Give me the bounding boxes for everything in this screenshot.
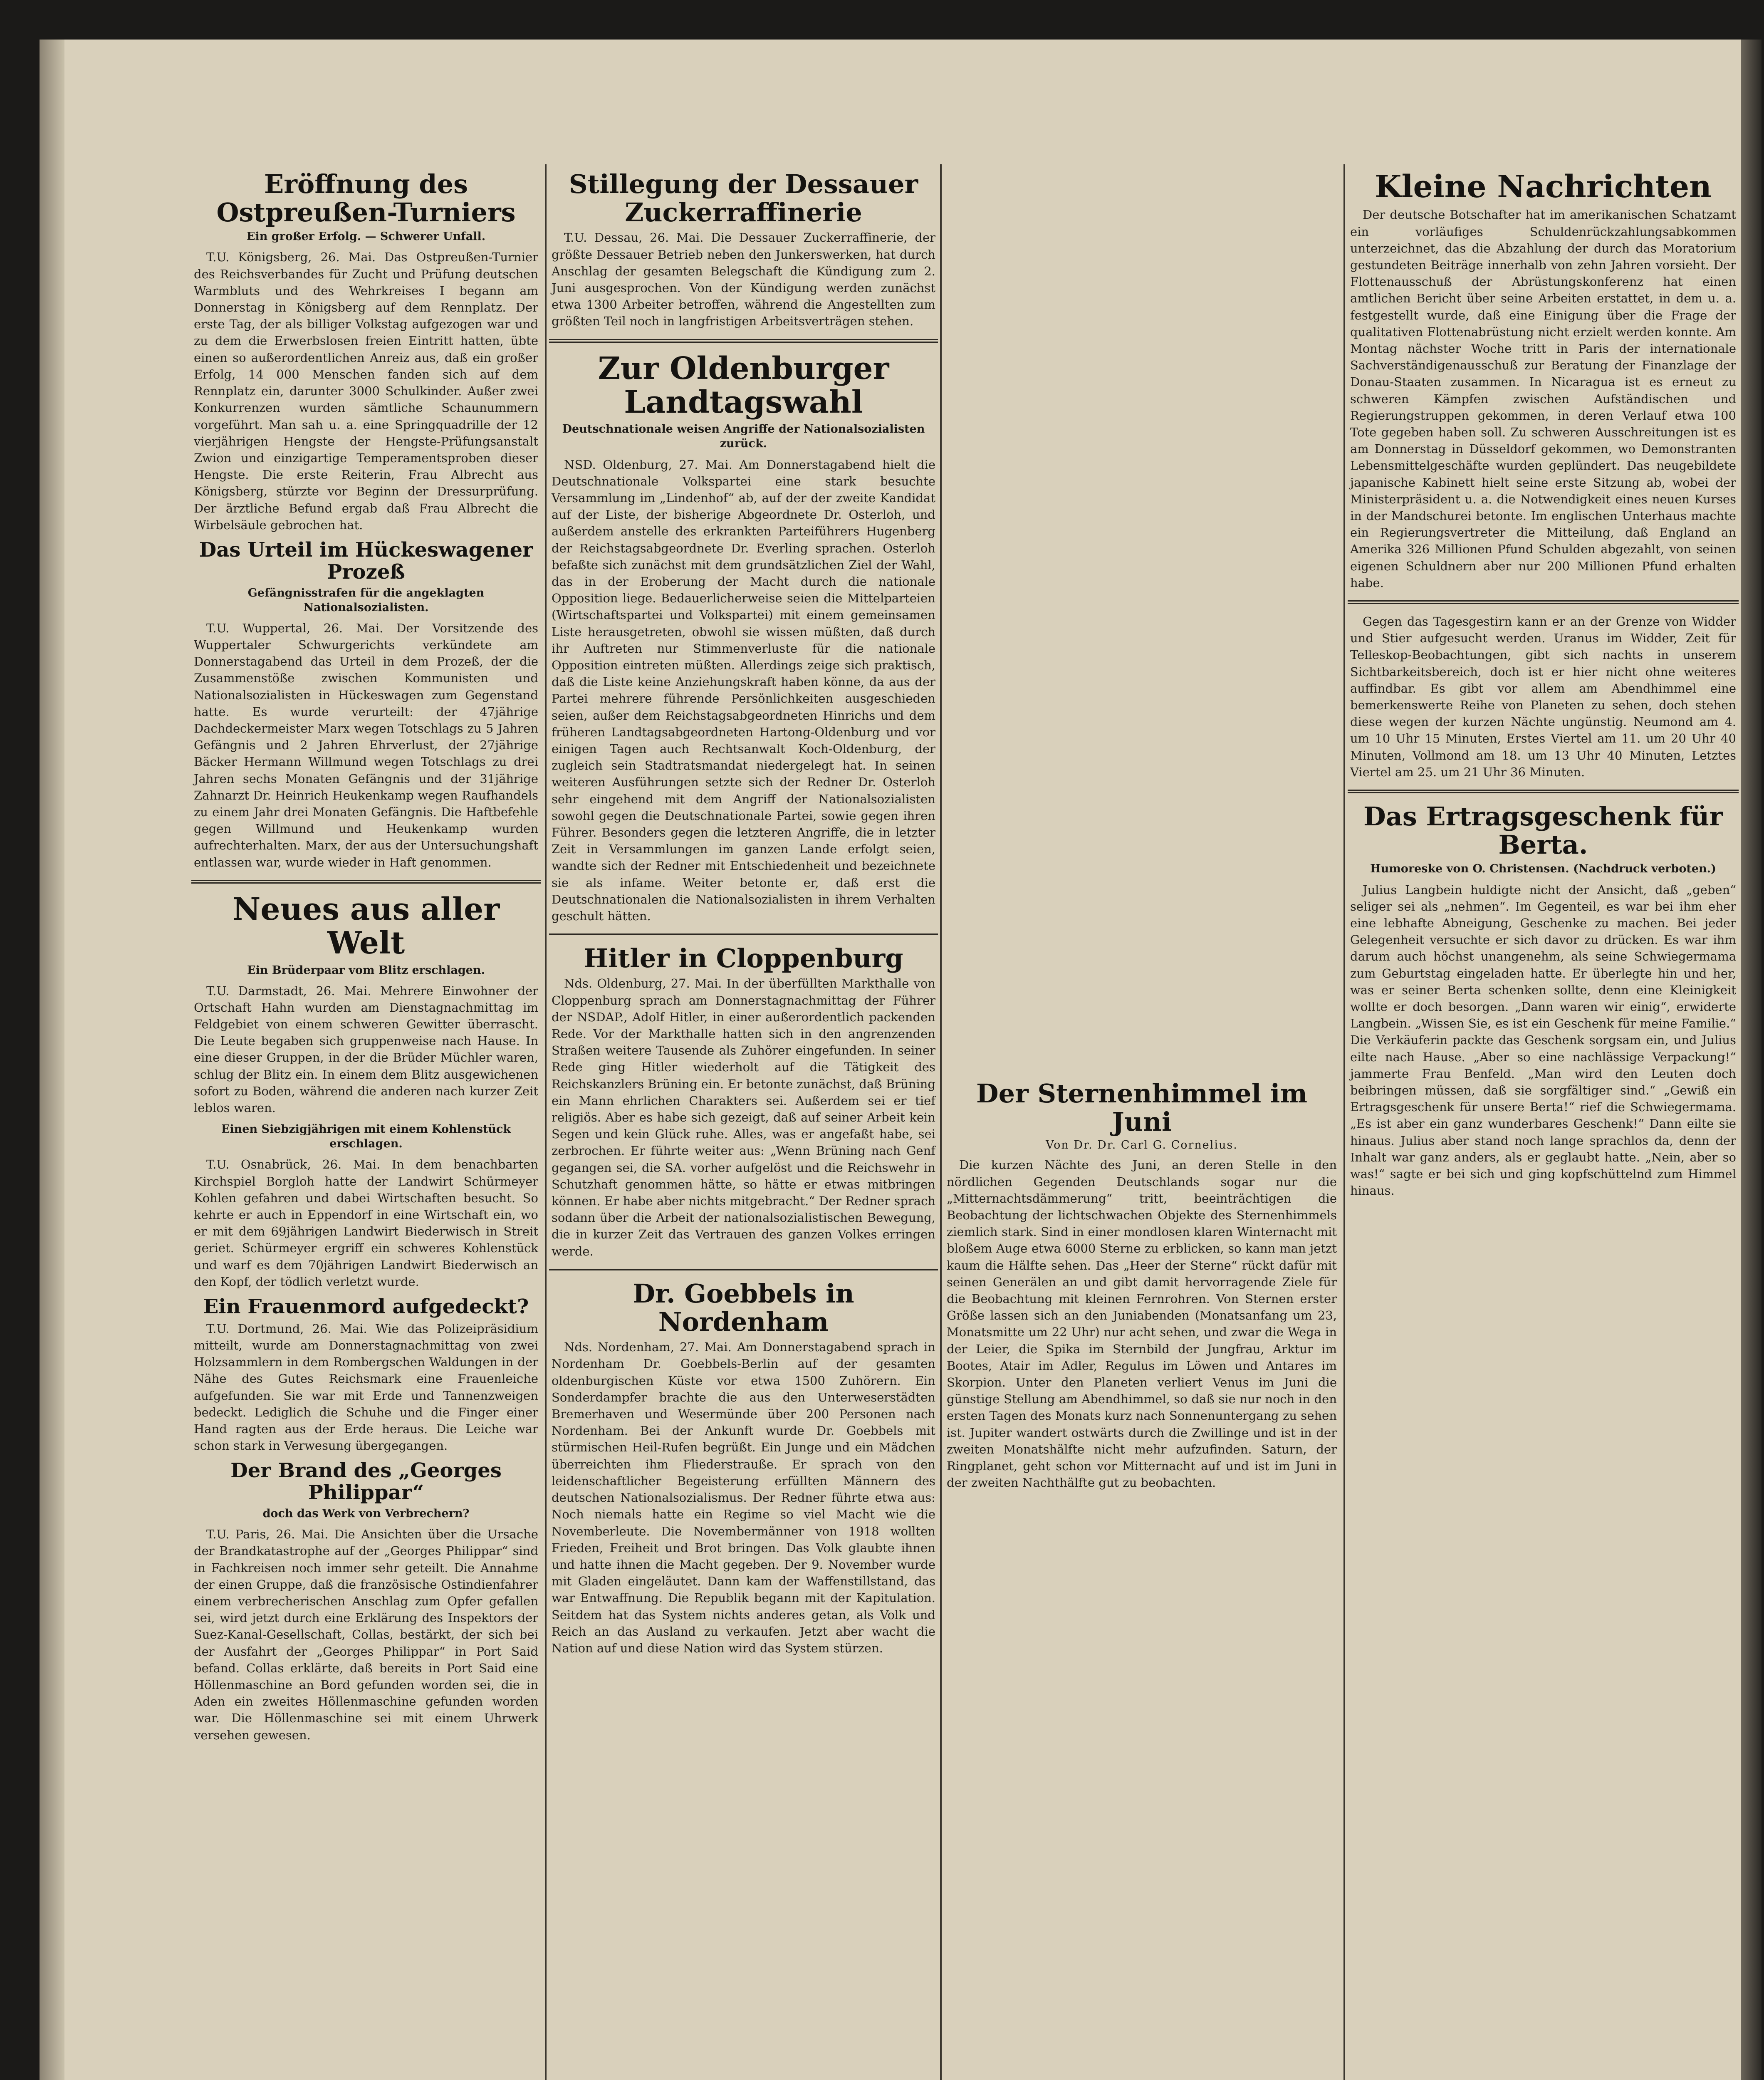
- article-goebbels: [549, 1280, 938, 1657]
- article-body: T.U. Dessau, 26. Mai. Die Dessauer Zuckerraffinerie, der größte Dessauer Betrieb neben den Junkerswerken, hat durch Anschlag der gesamten Belegschaft die Kündigung zum 2. Juni ausgesprochen. Von der Kündigung werden zunächst etwa 1300 Arbeiter betroffen, während die Angestellten zum größten Teil noch in langfristigen Arbeitsverträgen stehen.: [552, 230, 935, 329]
- article-kleine: [1348, 170, 1739, 591]
- subheadline: Einen Siebzigjährigen mit einem Kohlenstück erschlagen.: [221, 1123, 511, 1151]
- headline: Eröffnung des Ostpreußen-Turniers: [216, 169, 516, 228]
- headline: Der Brand des „Georges Philippar“: [230, 1459, 502, 1505]
- column-rule: [545, 164, 547, 2080]
- headline: Zur Oldenburger Landtagswahl: [598, 350, 889, 420]
- section-divider: [1348, 790, 1739, 793]
- page-edge-shadow: [1741, 40, 1762, 2080]
- headline: Hitler in Cloppenburg: [584, 943, 903, 974]
- column-rule: [940, 164, 942, 2080]
- subheadline: Ein großer Erfolg. — Schwerer Unfall.: [246, 230, 486, 243]
- article-frauenmord: [191, 1296, 541, 1454]
- subheadline: Gefängnisstrafen für die angeklagten Nationalsozialisten.: [247, 586, 485, 614]
- article-body: Der deutsche Botschafter hat im amerikanischen Schatzamt ein vorläufiges Schuldenrückzahlungsabkommen unterzeichnet, das die Abzahlung der durch das Moratorium gestundeten Beiträge innerhalb von zehn Jahren vorsieht. Der Flottenausschuß der Abrüstungskonferenz hat einen amtlichen Bericht über seine Arbeiten erstattet, in dem u. a. festgestellt wurde, daß eine Einigung über die Frage der qualitativen Flottenabrüstung nicht erzielt werden konnte. Am Montag nächster Woche tritt in Paris der internationale Sachverständigenausschuß zur Beratung der Finanzlage der Donau-Staaten zusammen. In Nicaragua ist es erneut zu schweren Kämpfen zwischen Aufständischen und Regierungstruppen gekommen, in deren Verlauf etwa 100 Tote gegeben haben soll. Zu schweren Ausschreitungen ist es am Donnerstag in Düsseldorf gekommen, wo Demonstranten Lebensmittelgeschäfte wurden geplündert. Das neugebildete japanische Kabinett hielt seine erste Sitzung ab, wobei der Ministerpräsident u. a. die Notwendigkeit eines neuen Kurses in der Mandschurei betonte. Im englischen Unterhaus machte ein Regierungsvertreter die Mitteilung, daß England an Amerika 326 Millionen Pfund Schulden abgezahlt, von seinen eigenen Schuldnern aber nur 200 Millionen Pfund erhalten habe.: [1350, 208, 1736, 590]
- column-2: [549, 164, 938, 2080]
- article-body: T.U. Darmstadt, 26. Mai. Mehrere Einwohner der Ortschaft Hahn wurden am Dienstagnachmittag im Feldgebiet von einem schweren Gewitter überrascht. Die Leute begaben sich gruppenweise nach Hause. In eine dieser Gruppen, in der die Brüder Müchler waren, schlug der Blitz ein. In einem dem Blitz ausgewichenen sofort zu Boden, während die anderen nach kurzer Zeit leblos waren.: [194, 983, 538, 1115]
- section-divider: [1348, 600, 1739, 604]
- article-siebzig: [191, 1122, 541, 1290]
- article-body: T.U. Dortmund, 26. Mai. Wie das Polizeipräsidium mitteilt, wurde am Donnerstagnachmittag von zwei Holzsammlern in dem Rombergschen Waldungen in der Nähe des Gutes Reichsmark eine Frauenleiche aufgefunden. Sie war mit Erde und Tannenzweigen bedeckt. Lediglich die Schuhe und die Finger einer Hand ragten aus der Erde heraus. Die Leiche war schon stark in Verwesung übergegangen.: [194, 1321, 538, 1453]
- article-eroeffnung: [191, 170, 541, 533]
- article-body: T.U. Paris, 26. Mai. Die Ansichten über die Ursache der Brandkatastrophe auf der „Georges Philippar“ sind in Fachkreisen noch immer sehr geteilt. Die Annahme der einen Gruppe, daß die französische Ostindienfahrer einem verbrecherischen Anschlag zum Opfer gefallen sei, wird jetzt durch eine Erklärung des Inspektors der Suez-Kanal-Gesellschaft, Collas, bestärkt, der sich bei der Ausfahrt der „Georges Philippar“ in Port Said befand. Collas erklärte, daß bereits in Port Said eine Höllenmaschine an Bord gefunden worden sei, die in Aden ein zweites Höllenmaschine gefunden worden war. Die Höllenmaschine sei mit einem Uhrwerk versehen gewesen.: [194, 1527, 538, 1742]
- article-brand: [191, 1460, 541, 1743]
- subheadline: Humoreske von O. Christensen. (Nachdruck verboten.): [1370, 862, 1716, 876]
- article-body: T.U. Osnabrück, 26. Mai. In dem benachbarten Kirchspiel Borgloh hatte der Landwirt Schürmeyer Kohlen gefahren und dabei Wirtschaften besucht. So kehrte er auch in Eppendorf in eine Wirtschaft ein, wo er mit dem 69jährigen Landwirt Biederwisch in Streit geriet. Schürmeyer ergriff ein schweres Kohlenstück und warf es dem 70jährigen Landwirt Biederwisch an den Kopf, der tödlich verletzt wurde.: [194, 1157, 538, 1289]
- article-body: Die kurzen Nächte des Juni, an deren Stelle in den nördlichen Gegenden Deutschlands sogar nur die „Mitternachtsdämmerung“ tritt, beeinträchtigen die Beobachtung der lichtschwachen Objekte des Sternenhimmels ziemlich stark. Sind in einer mondlosen klaren Winternacht mit bloßem Auge etwa 6000 Sterne zu erblicken, so kann man jetzt kaum die Hälfte sehen. Das „Heer der Sterne“ rückt dafür mit seinen Generälen an und gibt damit hervorragende Ziele für die Beobachtung mit kleinen Fernrohren. Von Sternen erster Größe lassen sich an den Juniabenden (Monatsanfang um 23, Monatsmitte um 22 Uhr) nur acht sehen, und zwar die Wega in der Leier, die Spika im Sternbild der Jungfrau, Arktur im Bootes, Atair im Adler, Regulus im Löwen und Antares im Skorpion. Unter den Planeten verliert Venus im Juni die günstige Stellung am Abendhimmel, so daß sie nur noch in den ersten Tagen des Monats kurz nach Sonnenuntergang zu sehen ist. Jupiter wandert ostwärts durch die Zwillinge und ist in der zweiten Monatshälfte nicht mehr aufzufinden. Saturn, der Ringplanet, geht schon vor Mitternacht auf und ist im Juni in der zweiten Nachthälfte gut zu beobachten.: [947, 1158, 1337, 1490]
- article-oldenburger: [549, 352, 938, 925]
- column-3: [944, 164, 1339, 2080]
- headline: Stillegung der Dessauer Zuckerraffinerie: [569, 169, 918, 228]
- column-4: [1348, 164, 1739, 2080]
- article-sternenhimmel-continued: [1348, 613, 1739, 780]
- section-divider: [549, 339, 938, 343]
- headline: Dr. Goebbels in Nordenham: [633, 1278, 854, 1337]
- section-divider: [191, 880, 541, 884]
- article-cloppenburg: [549, 944, 938, 1260]
- headline: Das Ertragsgeschenk für Berta.: [1363, 801, 1723, 860]
- column-1: [191, 164, 541, 2080]
- article-body: Nds. Nordenham, 27. Mai. Am Donnerstagabend sprach in Nordenham Dr. Goebbels-Berlin auf der gesamten oldenburgischen Küste vor etwa 1500 Zuhörern. Ein Sonderdampfer brachte die aus den Unterweserstädten Bremerhaven und Wesermünde über 200 Personen nach Nordenham. Bei der Ankunft wurde Dr. Goebbels mit stürmischen Heil-Rufen begrüßt. Ein Junge und ein Mädchen überreichten ihm Fliederstrauße. Er sprach von den leidenschaftlicher Begeisterung erfüllten Männern des deutschen Nationalsozialismus. Der Redner führte etwa aus: Noch niemals hatte ein Regime so viel Macht wie die Novemberleute. Die Novembermänner von 1918 wollten Frieden, Freiheit und Brot bringen. Das Volk glaubte ihnen und hatte ihnen die Macht gegeben. Der 9. November wurde mit Gladen eingeläutet. Dann kam der Waffenstillstand, das war Entwaffnung. Die Republik begann mit der Kapitulation. Seitdem hat das System nichts anderes getan, als Volk und Reich an das Ausland zu verkaufen. Jetzt aber wacht die Nation auf und diese Nation wird das System stürzen.: [552, 1340, 935, 1655]
- article-body: Nds. Oldenburg, 27. Mai. In der überfüllten Markthalle von Cloppenburg sprach am Donnerstagnachmittag der Führer der NSDAP., Adolf Hitler, in einer außerordentlich packenden Rede. Vor der Markthalle hatten sich in den angrenzenden Straßen weitere Tausende als Zuhörer eingefunden. In seiner Rede ging Hitler wiederholt auf die Tätigkeit des Reichskanzlers Brüning ein. Er betonte zunächst, daß Brüning ein Mann ehrlichen Charakters sei. Außerdem sei er tief religiös. Aber es habe sich gezeigt, daß auf seiner Arbeit kein Segen und kein Glück ruhe. Alles, was er angefaßt habe, sei zerbrochen. Er führte weiter aus: „Wenn Brüning nach Genf gegangen sei, die SA. vorher aufgelöst und die Reichswehr in Schutzhaft genommen hätte, so hätte er etwas mitbringen können. Er habe aber nichts mitgebracht.“ Der Redner sprach sodann über die Arbeit der nationalsozialistischen Bewegung, die in kurzer Zeit das Vertrauen des ganzen Volkes erringen werde.: [552, 976, 935, 1258]
- byline: Von Dr. Dr. Carl G. Cornelius.: [1046, 1139, 1238, 1152]
- section-divider: [549, 1269, 938, 1270]
- headline: Neues aus aller Welt: [232, 891, 500, 961]
- headline: Ein Frauenmord aufgedeckt?: [203, 1295, 529, 1319]
- article-urteil: [191, 539, 541, 871]
- subheadline: doch das Werk von Verbrechern?: [262, 1507, 470, 1520]
- section-divider: [549, 934, 938, 935]
- headline: Kleine Nachrichten: [1375, 169, 1712, 205]
- article-body: T.U. Wuppertal, 26. Mai. Der Vorsitzende des Wuppertaler Schwurgerichts verkündete am Donnerstagabend das Urteil in dem Prozeß, der die Zusammenstöße zwischen Kommunisten und Nationalsozialisten in Hückeswagen zum Gegenstand hatte. Es wurde verurteilt: der 47jährige Dachdeckermeister Marx wegen Totschlags zu 5 Jahren Gefängnis und 2 Jahren Ehrverlust, der 27jährige Bäcker Hermann Willmund wegen Totschlags zu drei Jahren sechs Monaten Gefängnis und der 31jährige Zahnarzt Dr. Heinrich Heukenkamp wegen Raufhandels zu einem Jahr drei Monaten Gefängnis. Die Haftbefehle gegen Willmund und Heukenkamp wurden aufrechterhalten. Marx, der aus der Untersuchungshaft entlassen war, wurde wieder in Haft genommen.: [194, 621, 538, 869]
- article-sternenhimmel: [944, 1080, 1339, 1491]
- headline: Das Urteil im Hückeswagener Prozeß: [199, 538, 533, 584]
- article-neues: [191, 893, 541, 1117]
- page-spine-shadow: [40, 40, 64, 2080]
- article-stillegung: [549, 170, 938, 330]
- article-body: Julius Langbein huldigte nicht der Ansicht, daß „geben“ seliger sei als „nehmen“. Im Gegenteil, es war bei ihm eher eine lebhafte Abneigung, Geschenke zu machen. Bei jeder Gelegenheit versuchte er sich davor zu drücken. Es war ihm darum auch höchst unangenehm, als seine Schwiegermama zum Geburtstag eingeladen hatte. Er überlegte hin und her, was er seiner Berta schenken sollte, denn eine Kleinigkeit wollte er doch besorgen. „Dann waren wir einig“, erwiderte Langbein. „Wissen Sie, es ist ein Geschenk für meine Familie.“ Die Verkäuferin packte das Geschenk sorgsam ein, und Julius eilte nach Hause. „Aber so eine nachlässige Verpackung!“ jammerte Frau Benfeld. „Man wird den Leuten doch beibringen müssen, daß sie sorgfältiger sind.“ „Gewiß ein Ertragsgeschenk für unsere Berta!“ rief die Schwiegermama. „Es ist aber ein ganz wunderbares Geschenk!“ Dann eilte sie hinaus. Julius aber stand noch lange sprachlos da, denn der Inhalt war ganz anders, als er geglaubt hatte. „Nein, aber so was!“ sagte er bei sich und ging kopfschüttelnd zum Himmel hinaus.: [1350, 882, 1736, 1198]
- newspaper-page: [40, 40, 1762, 2080]
- subheadline: Deutschnationale weisen Angriffe der Nationalsozialisten zurück.: [562, 423, 925, 451]
- subheadline: Ein Brüderpaar vom Blitz erschlagen.: [247, 963, 485, 977]
- article-body: Gegen das Tagesgestirn kann er an der Grenze von Widder und Stier aufgesucht werden. Uranus im Widder, Zeit für Telleskop-Beobachtungen, gibt sich nachts in unserem Sichtbarkeitsbereich, doch ist er hier nicht ohne weiteres auffindbar. Es gibt vor allem am Abendhimmel eine bemerkenswerte Reihe von Planeten zu sehen, doch stehen diese wegen der kurzen Nächte ungünstig. Neumond am 4. um 10 Uhr 15 Minuten, Erstes Viertel am 11. um 20 Uhr 40 Minuten, Vollmond am 18. um 13 Uhr 40 Minuten, Letztes Viertel am 25. um 21 Uhr 36 Minuten.: [1350, 614, 1736, 779]
- article-body: NSD. Oldenburg, 27. Mai. Am Donnerstagabend hielt die Deutschnationale Volkspartei eine stark besuchte Versammlung im „Lindenhof“ ab, auf der der zweite Kandidat auf der Liste, der bisherige Abgeordnete Dr. Osterloh, und außerdem anstelle des erkrankten Parteiführers Hugenberg der Reichstagsabgeordnete Dr. Everling sprachen. Osterloh befaßte sich zunächst mit dem grundsätzlichen Ziel der Wahl, das in der Eroberung der Macht durch die nationale Opposition liege. Bedauerlicherweise seien die Mittelparteien (Wirtschaftspartei und Volkspartei) mit einem gemeinsamen Liste herausgetreten, obwohl sie wissen müßten, daß durch ihr Auftreten nur Stimmenverluste für die nationale Opposition eintreten müßten. Allerdings zeige sich praktisch, daß die Liste keine Anziehungskraft haben könne, da aus der Partei mehrere führende Persönlichkeiten ausgeschieden seien, außer dem Reichstagsabgeordneten Hinrichs und dem früheren Landtagsabgeordneten Hartong-Oldenburg und vor einigen Tagen auch Rechtsanwalt Koch-Oldenburg, der zugleich sein Stadtratsmandat niedergelegt hat. In seinen weiteren Ausführungen setzte sich der Redner Dr. Osterloh sehr eingehend mit dem Angriff der Nationalsozialisten sowohl gegen die Deutschnationale Partei, sowie gegen ihren Führer. Besonders gegen die letzteren Angriffe, die in letzter Zeit in Versammlungen im ganzen Lande erfolgt seien, wandte sich der Redner mit Entschiedenheit und bezeichnete sie als infame. Weiter betonte er, daß erst die Deutschnationalen die Nationalsozialisten in ihrem Verhalten geschult hätten.: [552, 457, 935, 924]
- article-body: T.U. Königsberg, 26. Mai. Das Ostpreußen-Turnier des Reichsverbandes für Zucht und Prüfung deutschen Warmbluts und des Wehrkreises I begann am Donnerstag in Königsberg auf dem Rennplatz. Der erste Tag, der als billiger Volkstag aufgezogen war und zu dem die Erwerbslosen freien Eintritt hatten, übte einen so außerordentlichen Anreiz aus, daß ein großer Erfolg, 14 000 Menschen fanden sich auf dem Rennplatz ein, darunter 3000 Schulkinder. Außer zwei Konkurrenzen wurden sämtliche Schaunummern vorgeführt. Man sah u. a. eine Springquadrille der 12 vierjährigen Hengste der Hengste-Prüfungsanstalt Zwion und einzigartige Temperamentsproben dieser Hengste. Die erste Reiterin, Frau Albrecht aus Königsberg, stürzte vor Beginn der Dressurprüfung. Der ärztliche Befund ergab daß Frau Albrecht die Wirbelsäule gebrochen hat.: [194, 250, 538, 532]
- column-rule: [1343, 164, 1345, 2080]
- headline: Der Sternenhimmel im Juni: [976, 1078, 1308, 1137]
- article-berta: [1348, 802, 1739, 1199]
